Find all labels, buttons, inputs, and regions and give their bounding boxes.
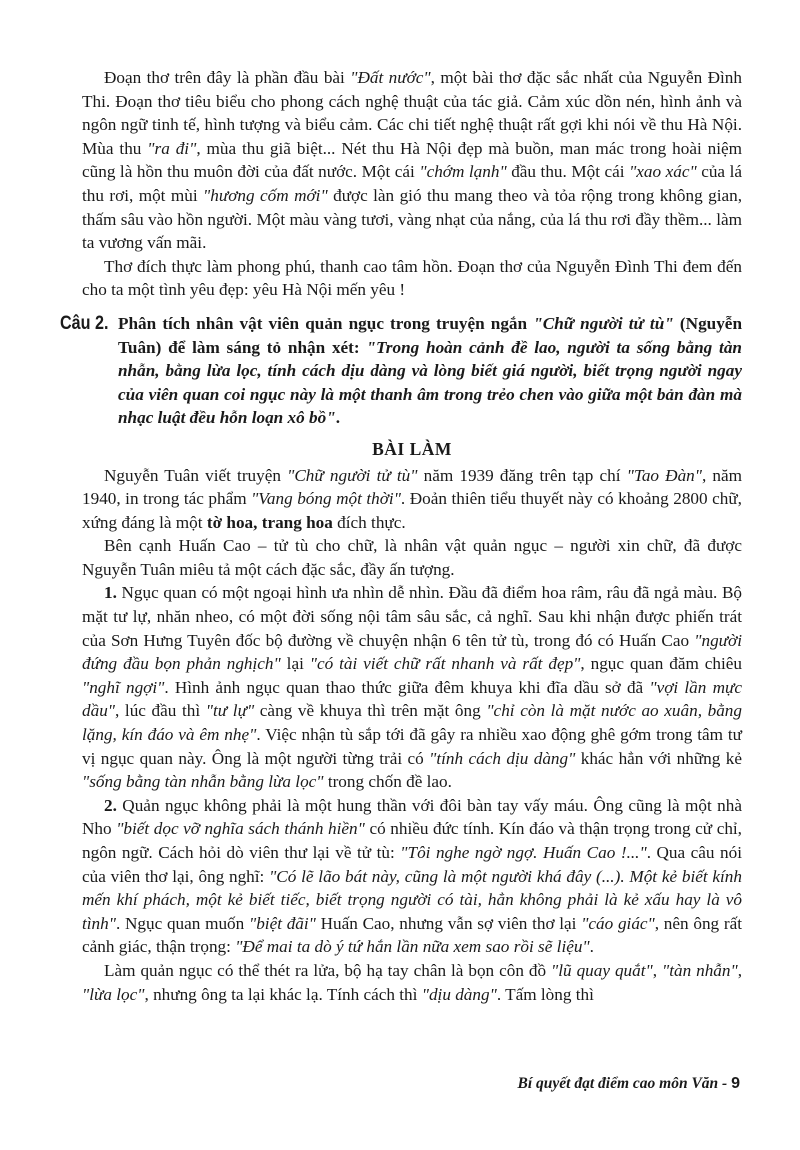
italic-run: "Đất nước" (350, 68, 431, 87)
text-run: , lúc đầu thì (115, 701, 206, 721)
italic-run: "biết dọc vỡ nghĩa sách thánh hiền" (116, 819, 365, 839)
answer-paragraph-3 (82, 581, 742, 793)
italic-run: "tính cách dịu dàng" (429, 748, 576, 768)
answer-paragraph-2 (82, 534, 742, 581)
answer-paragraph-1 (82, 464, 742, 535)
italic-run: "ra đi" (147, 138, 197, 158)
text-run: . Hình ảnh ngục quan thao thức giữa đêm khuya khi đĩa dầu sở đã (164, 677, 650, 697)
intro-paragraph-2 (82, 255, 742, 302)
italic-run: "tàn nhẫn" (661, 960, 738, 980)
text-run: Đoạn thơ trên đây là phần đầu bài (104, 68, 351, 87)
text-run: , nhưng ông ta lại khác lạ. Tính cách thì (144, 984, 422, 1004)
text-run: (Nguyễn Tuân) để làm sáng tỏ nhận xét: (118, 313, 742, 357)
italic-run: "Tao Đàn" (626, 465, 702, 485)
italic-run: "Có lẽ lão bát này, cũng là một người khá đây (...). Một kẻ biết kính mến khí phách, một kẻ biết tiếc, biết trọng người có tài, hẳn không phải là kẻ xấu hay là vô tình" (82, 866, 742, 933)
italic-run: "chớm lạnh" (419, 162, 507, 182)
text-run: , ngục quan đăm chiêu (580, 654, 742, 674)
text-run: . Ngục quan muốn (115, 913, 249, 933)
text-run: càng về khuya thì trên mặt ông (254, 701, 487, 721)
text-run: đầu thu. Một cái (506, 162, 630, 182)
text-run: , (652, 960, 662, 980)
text-run: lại (280, 654, 310, 674)
italic-run: "lũ quay quắt" (551, 960, 653, 980)
answer-paragraph-5 (82, 959, 742, 1006)
text-run: , (737, 960, 743, 980)
text-run: Quản ngục không phải là một hung thần với đôi bàn tay vấy máu. Ông cũng là một nhà Nho (82, 795, 742, 839)
text-run: , năm 1940, in trong tác phẩm (82, 465, 743, 509)
text-run: . Việc nhận tù sắp tới đã gây ra nhiều xao động ghê gớm trong tâm tư vị ngục quan này. Ông là một người từng trải có (82, 725, 742, 768)
question-text (118, 312, 742, 430)
section-heading: BÀI LÀM (372, 438, 452, 459)
text-run: trong chốn đề lao. (323, 772, 452, 792)
page-number: 9 (731, 1075, 740, 1092)
intro-paragraph-1 (82, 66, 742, 255)
text-run: đích thực. (332, 512, 406, 532)
text-run: Nguyễn Tuân viết truyện (104, 465, 288, 485)
italic-run: "lừa lọc" (82, 984, 145, 1004)
italic-run: "Chữ người tử tù" (287, 465, 418, 485)
italic-run: "Tôi nghe ngờ ngợ. Huấn Cao !..." (400, 843, 647, 862)
text-run: khác hẳn với những kẻ (575, 748, 742, 768)
page-footer (518, 1075, 740, 1093)
text-run: có nhiều đức tính. Kín đáo và thận trọng trong cử chỉ, ngôn ngữ. Cách hỏi dò viên thư lại về tử tù: (82, 819, 742, 862)
bold-run: tờ hoa, trang hoa (206, 512, 333, 532)
italic-run: "Chữ người tử tù" (533, 313, 674, 333)
italic-run: "chỉ còn là mặt nước ao xuân, bằng lặng, kín đáo và êm nhẹ" (82, 701, 742, 745)
text-run: . Đoản thiên tiểu thuyết này có khoảng 2800 chữ, xứng đáng là một (82, 489, 742, 532)
italic-run: "Trong hoàn cảnh đề lao, người ta sống bằng tàn nhẫn, bằng lừa lọc, tính cách dịu dàng và lòng biết giá người, biết trọng người ngay của viên quan coi ngục này là một thanh âm trong trẻo chen vào giữa một bản đàn mà nhạc luật đều hỗn loạn xô bồ" (118, 337, 742, 428)
italic-run: "nghĩ ngợi" (82, 677, 165, 697)
text-run: được làn gió thu mang theo và tỏa rộng trong không gian, thấm sâu vào hồn người. Một màu vàng tươi, vàng nhạt của nắng, của lá thu rơi đầy thềm... làm ta vương vấn mãi. (82, 185, 742, 253)
italic-run: "Để mai ta dò ý tứ hắn lần nữa xem sao rồi sẽ liệu" (235, 937, 590, 957)
italic-run: "dịu dàng" (421, 984, 497, 1004)
italic-run: "tư lự" (205, 701, 255, 721)
italic-run: "cáo giác" (581, 913, 655, 933)
answer-paragraph-4 (82, 794, 742, 959)
italic-run: "người đứng đầu bọn phản nghịch" (82, 630, 742, 674)
bold-run: 1. (104, 583, 117, 603)
italic-run: "sống bằng tàn nhẫn bằng lừa lọc" (82, 772, 324, 792)
text-run: , một bài thơ đặc sắc nhất của Nguyễn Đình Thi. Đoạn thơ tiêu biểu cho phong cách nghệ thuật của tác giả. Cảm xúc dồn nén, hình ảnh và ngôn ngữ tinh tế, hình tượng và biểu cảm. Các chi tiết nghệ thuật rất gợi khi nói về thu Hà Nội. Mùa thu (82, 68, 742, 158)
text-run: . (589, 937, 594, 957)
question-label: Câu 2. (60, 312, 109, 334)
text-run: Phân tích nhân vật viên quản ngục trong truyện ngắn (118, 313, 534, 333)
text-run: . (335, 408, 341, 428)
text-run: , nên ông rất cảnh giác, thận trọng: (82, 913, 742, 957)
italic-run: "hương cốm mới" (203, 185, 328, 205)
italic-run: "biệt đãi" (248, 913, 316, 933)
text-run: . Qua câu nói của viên thơ lại, ông nghĩ: (82, 843, 742, 886)
italic-run: "vợi lần mực dầu" (82, 677, 742, 721)
text-run: của lá thu rơi, một mùi (82, 162, 742, 205)
text-run: , mùa thu giã biệt... Nét thu Hà Nội đẹp mà buồn, man mác trong hoài niệm cũng là hồn thu muôn đời của đất nước. Một cái (82, 138, 742, 182)
question-block (60, 312, 742, 430)
italic-run: "Vang bóng một thời" (251, 489, 401, 509)
text-run: Bên cạnh Huấn Cao – tử tù cho chữ, là nhân vật quản ngục – người xin chữ, đã được Nguyễn Tuân miêu tả một cách đặc sắc, đầy ấn tượng. (82, 536, 742, 579)
text-run: Làm quản ngục có thể thét ra lửa, bộ hạ tay chân là bọn côn đồ (104, 960, 552, 980)
text-run: Thơ đích thực làm phong phú, thanh cao tâm hồn. Đoạn thơ của Nguyễn Đình Thi đem đến cho ta một tình yêu đẹp: yêu Hà Nội mến yêu ! (82, 256, 742, 300)
italic-run: "có tài viết chữ rất nhanh và rất đẹp" (309, 654, 581, 674)
italic-run: "xao xác" (629, 162, 697, 182)
footer-book-title: Bí quyết đạt điểm cao môn Văn - (517, 1075, 728, 1092)
text-run: Huấn Cao, nhưng vẫn sợ viên thơ lại (315, 913, 582, 933)
text-run: Ngục quan có một ngoại hình ưa nhìn dễ nhìn. Đầu đã điểm hoa râm, râu đã ngả màu. Bộ mặt tư lự, nhăn nheo, có một đời sống nội tâm sâu sắc, cả nghĩ. Sau khi nhận được phiến trát của Sơn Hưng Tuyên đốc bộ đường về chuyện nhận 6 tên tử tù, trong đó có Huấn Cao (82, 583, 742, 650)
document-page (60, 66, 743, 1006)
bold-run: 2. (104, 795, 117, 815)
text-run: . Tấm lòng thì (496, 984, 594, 1004)
text-run: năm 1939 đăng trên tạp chí (417, 465, 627, 485)
